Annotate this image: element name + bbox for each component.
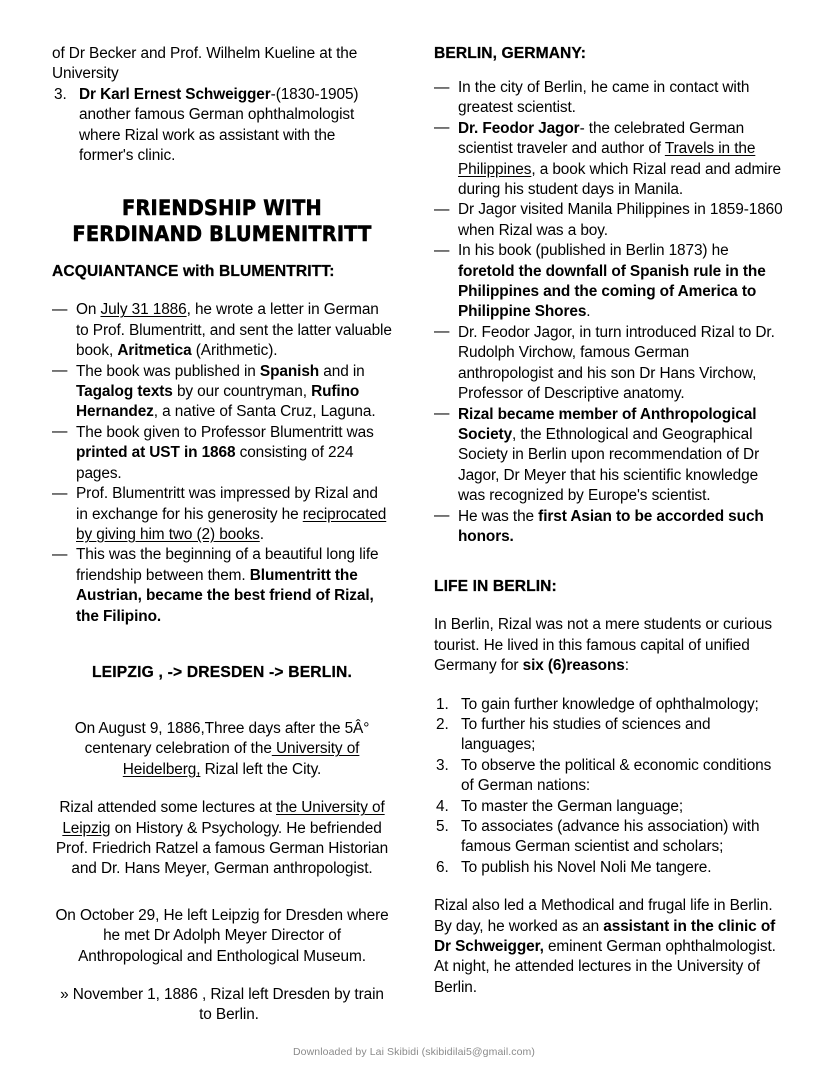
list-item (434, 78, 786, 119)
list-item (434, 405, 786, 507)
acquaintance-bullet-list (52, 300, 392, 627)
reason-text: To gain further knowledge of ophthalmology; (461, 695, 759, 713)
reason-text: To further his studies of sciences and languages; (461, 715, 711, 754)
august9-university: University of Heidelberg, (122, 740, 360, 778)
reason-text: To associates (advance his association) with famous German scientist and scholars; (461, 818, 760, 856)
rbullet3-text: Dr Jagor visited Manila Philippines in 1859-1860 when Rizal was a boy. (458, 201, 783, 239)
schweigger-name: Dr Karl Ernest Schweigger (79, 85, 271, 103)
rbullet2-text-a: - the celebrated German scientist traveler and author of (458, 119, 745, 158)
list-marker: 6. (436, 858, 449, 876)
rbullet7-honor: first Asian to be accorded such honors. (458, 507, 764, 545)
continuation-line2: the University (52, 45, 358, 83)
bullet5-bold1: Blumentritt the Austrian, became the best friend of Rizal, the Filipino. (76, 566, 374, 625)
dash-bullet-icon: — (434, 507, 450, 525)
bullet1-text-b: , he wrote a letter in German to Prof. Blumentritt, and sent the latter valuable book, (76, 301, 392, 360)
list-item (52, 362, 392, 423)
rbullet2-text-b: , a book which Rizal read and admire during his student days in Manila. (458, 160, 781, 199)
life-intro-text-a: In Berlin, Rizal was not a mere students or curious tourist. He lived in this famous capital of unified Germany for (434, 616, 772, 675)
rbullet6-text: , the Ethnological and Geographical Society in Berlin upon recommendation of Dr Jagor, Dr Meyer that his scientific knowledge was recognized by Europe's scientist. (458, 425, 760, 505)
dash-bullet-icon: — (434, 119, 450, 137)
life-intro-reasons-count: six (6)reasons (522, 657, 625, 675)
reason-text: To publish his Novel Noli Me tangere. (461, 858, 712, 876)
reason-text: To master the German language; (461, 797, 683, 815)
bullet1-date: July 31 1886 (100, 301, 187, 319)
dresden-paragraph: On October 29, He left Leipzig for Dresden where he met Dr Adolph Meyer Director of Anthropological and Enthological Museum. (55, 906, 389, 965)
bullet1-text-c: (Arithmetic). (191, 342, 278, 360)
reasons-list (434, 695, 786, 879)
dash-bullet-icon: — (434, 200, 450, 218)
bullet2-bold3: Rufino Hernandez (76, 383, 360, 421)
dash-bullet-icon: — (434, 78, 450, 96)
list-marker: 3. (54, 85, 67, 103)
dash-bullet-icon: — (434, 405, 450, 422)
bullet2-bold2: Tagalog texts (76, 383, 173, 401)
dash-bullet-icon: — (434, 323, 450, 341)
list-item (52, 423, 392, 484)
left-column (52, 44, 392, 1026)
list-marker: 5. (436, 818, 449, 835)
rbullet1-text: In the city of Berlin, he came in contact with greatest scientist. (458, 79, 750, 117)
schweigger-numbered-list (52, 85, 392, 167)
list-marker: 4. (436, 797, 449, 815)
berlin-germany-heading: BERLIN, GERMANY: (434, 45, 587, 62)
list-marker: 3. (436, 756, 449, 774)
page-title-line2: FERDINAND BLUMENITRITT (72, 222, 372, 248)
bullet4-underline: reciprocated by giving him two (2) books (76, 505, 387, 543)
bullet1-book-title: Aritmetica (117, 342, 192, 360)
leipzig-lectures-paragraph (52, 798, 392, 880)
list-item (434, 756, 786, 797)
list-item (52, 85, 392, 167)
rbullet2-jagor-name: Dr. Feodor Jagor (458, 119, 580, 137)
bullet4-text-b: . (259, 525, 264, 543)
list-item (434, 797, 786, 817)
august9-text-b: Rizal left the City. (200, 760, 322, 778)
leipzig-university: the University of Leipzig (62, 799, 385, 837)
list-item (434, 695, 786, 715)
life-intro-paragraph (434, 615, 786, 676)
list-item (52, 300, 392, 361)
reason-text: To observe the political & economic conditions of German nations: (461, 756, 772, 795)
list-marker: 2. (436, 715, 449, 733)
bullet2-text-b: and in (319, 362, 365, 380)
continuation-line1: of Dr Becker and Prof. Wilhelm Kueline at (52, 45, 332, 62)
rbullet4-prophecy: foretold the downfall of Spanish rule in the Philippines and the coming of America to Philippine Shores (458, 262, 766, 321)
list-item (434, 715, 786, 756)
august9-text-a: On August 9, 1886,Three days after the 5Â° centenary celebration of the (74, 719, 370, 758)
dash-bullet-icon: — (434, 241, 450, 259)
august9-paragraph (52, 719, 392, 780)
right-column (434, 44, 786, 998)
list-item (434, 858, 786, 878)
schweigger-detail: -(1830-1905) another famous German ophthalmologist where Rizal work as assistant with the former's clinic. (79, 85, 359, 165)
list-item (434, 507, 786, 548)
rbullet6-society: Rizal became member of Anthropological Society (458, 405, 757, 443)
dash-bullet-icon: — (52, 423, 68, 441)
bullet2-text-a: The book was published in (76, 362, 260, 380)
list-item (434, 241, 786, 323)
life-in-berlin-heading: LIFE IN BERLIN: (434, 578, 557, 596)
bullet3-text-a: The book given to Professor Blumentritt was (76, 423, 374, 441)
continuation-paragraph (52, 44, 392, 85)
bullet3-text-b: consisting of 224 pages. (76, 444, 354, 482)
download-footer: Downloaded by Lai Skibidi (skibidilai5@gmail.com) (293, 1046, 535, 1058)
bullet2-bold1: Spanish (259, 362, 320, 380)
acquaintance-heading: ACQUIANTANCE with BLUMENTRITT: (52, 263, 335, 281)
closing-text-a: Rizal also led a Methodical and frugal life in Berlin. By day, he worked as an (434, 897, 773, 935)
bullet2-text-d: , a native of Santa Cruz, Laguna. (153, 403, 376, 421)
list-item (434, 119, 786, 201)
bullet5-text-a: This was the beginning of a beautiful long life friendship between them. (76, 546, 379, 584)
november-text: November 1, 1886 , Rizal left Dresden by train to Berlin. (72, 986, 384, 1024)
dash-bullet-icon: — (52, 362, 68, 380)
list-item (434, 200, 786, 241)
guillemet-bullet-icon: » (60, 986, 69, 1003)
rbullet5-text: Dr. Feodor Jagor, in turn introduced Rizal to Dr. Rudolph Virchow, famous German anthropologist and his son Dr Hans Virchow, Professor of Descriptive anatomy. (458, 323, 775, 403)
berlin-bullet-list (434, 78, 786, 547)
rbullet7-text-a: He was the (458, 507, 539, 525)
rbullet2-book-title: Travels in the Philippines (458, 140, 756, 178)
dash-bullet-icon: — (52, 300, 68, 318)
list-item (434, 323, 786, 405)
rbullet4-text-b: . (586, 303, 591, 321)
page-title (52, 196, 392, 248)
list-item (434, 817, 786, 858)
leipzig-text-a: Rizal attended some lectures at (59, 799, 276, 817)
leipzig-route-heading: LEIPZIG , -> DRESDEN -> BERLIN. (91, 663, 353, 681)
list-item (52, 484, 392, 545)
rbullet4-text-a: In his book (published in Berlin 1873) he (458, 242, 729, 260)
list-item (52, 545, 392, 627)
november-item (52, 985, 392, 1026)
bullet4-text-a: Prof. Blumentritt was impressed by Rizal and in exchange for his generosity he (76, 485, 378, 523)
page-title-line1: FRIENDSHIP WITH (122, 196, 322, 222)
bullet2-text-c: by our countryman, (172, 383, 312, 401)
closing-text-b: eminent German ophthalmologist. At night, he attended lectures in the University of Berlin. (434, 938, 776, 996)
bullet3-bold1: printed at UST in 1868 (76, 444, 236, 462)
dash-bullet-icon: — (52, 484, 68, 502)
leipzig-text-b: on History & Psychology. He befriended Prof. Friedrich Ratzel a famous German Historian and Dr. Hans Meyer, German anthropologist. (55, 819, 389, 878)
life-intro-text-b: : (624, 657, 629, 675)
list-marker: 1. (436, 695, 449, 713)
bullet1-text-a: On (76, 301, 101, 319)
dash-bullet-icon: — (52, 545, 68, 563)
closing-clinic: assistant in the clinic of Dr Schweigger, (434, 917, 776, 956)
closing-paragraph (434, 896, 786, 998)
